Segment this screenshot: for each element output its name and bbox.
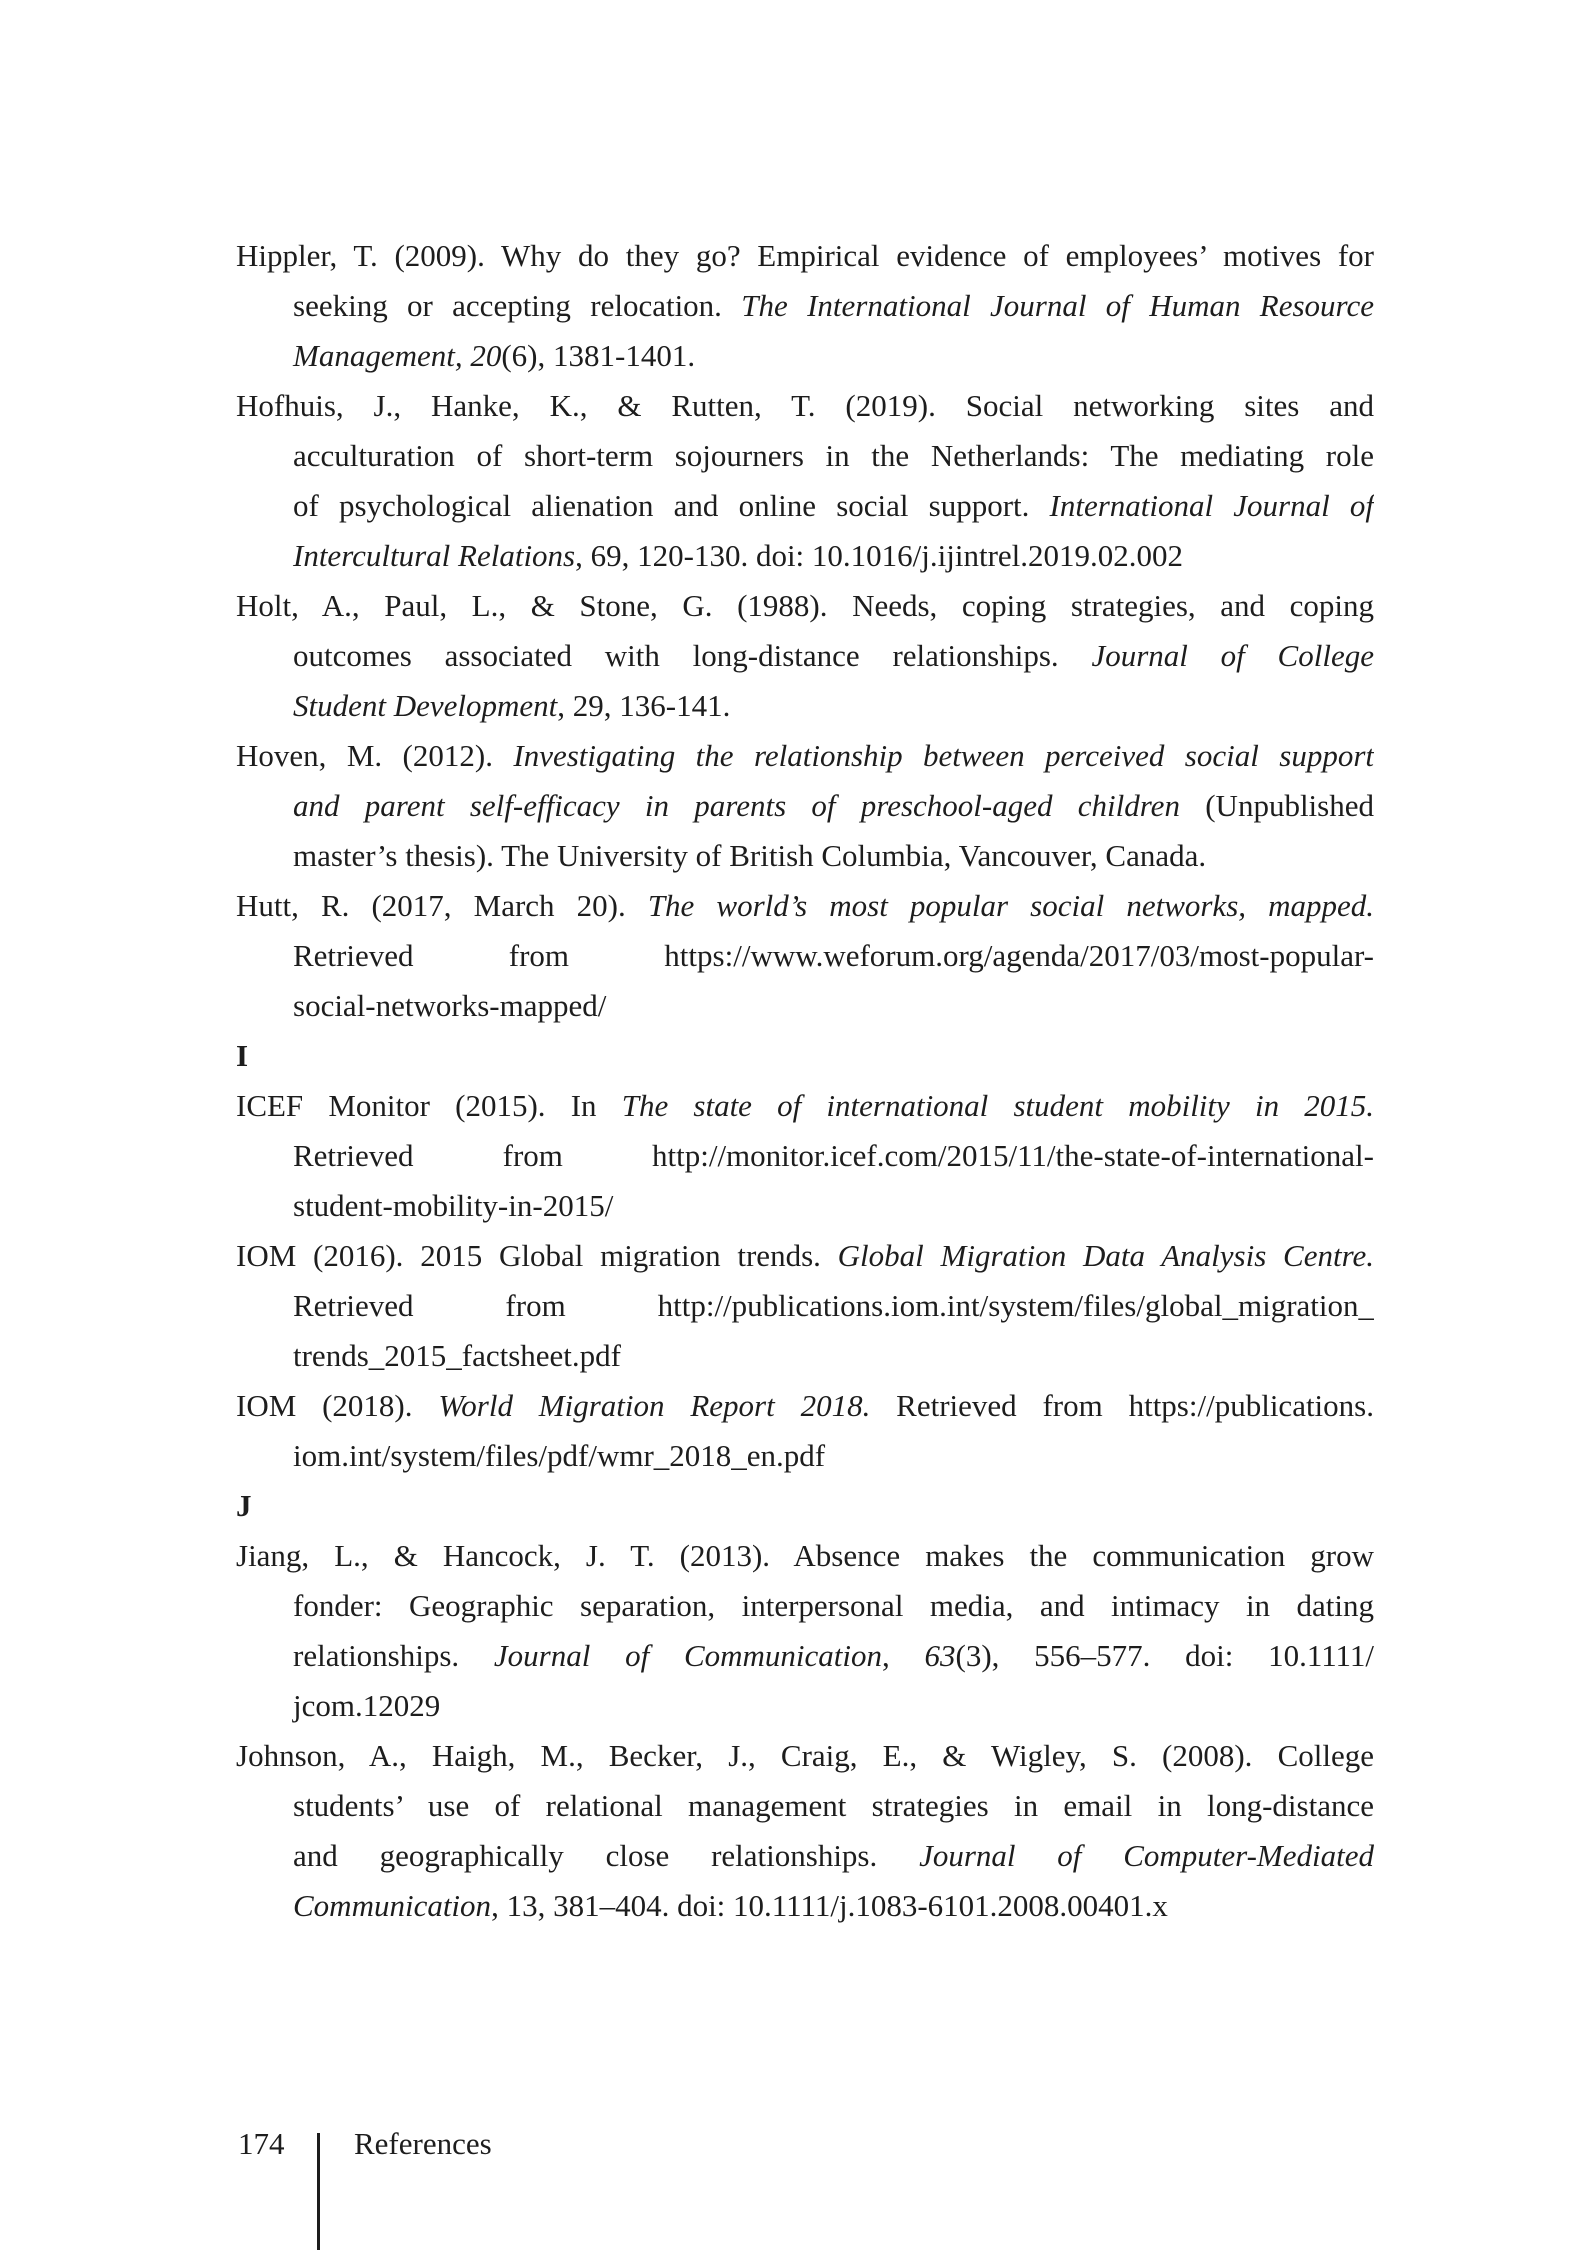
text: Retrieved from https://www.weforum.org/agenda/2017/03/most-popular-: [293, 938, 1374, 973]
reference-line: [236, 1631, 1374, 1681]
running-footer-title: References: [354, 2126, 492, 2161]
text: Retrieved from https://publications.: [870, 1388, 1374, 1423]
italic-text: Investigating the relationship between perceived social support: [513, 738, 1374, 773]
reference-line: [236, 781, 1374, 831]
text: outcomes associated with long-distance relationships.: [293, 638, 1092, 673]
reference-line: [236, 981, 1374, 1031]
text: Retrieved from http://publications.iom.int/system/files/global_migration_: [293, 1288, 1374, 1323]
text: IOM (2016). 2015 Global migration trends.: [236, 1238, 838, 1273]
italic-text: The state of international student mobility in 2015.: [621, 1088, 1374, 1123]
text: (6), 1381-1401.: [501, 338, 696, 373]
reference-line: [236, 881, 1374, 931]
reference-line: [236, 831, 1374, 881]
text: seeking or accepting relocation.: [293, 288, 742, 323]
reference-list: [236, 231, 1374, 1931]
reference-line: [236, 1831, 1374, 1881]
reference-line: [236, 281, 1374, 331]
text: ICEF Monitor (2015). In: [236, 1088, 622, 1123]
reference-entry: [236, 231, 1374, 381]
italic-text: 63: [924, 1638, 956, 1673]
reference-entry: [236, 731, 1374, 881]
reference-line: [236, 681, 1374, 731]
reference-line: [236, 331, 1374, 381]
italic-text: Student Development: [293, 688, 558, 723]
reference-line: [236, 1281, 1374, 1331]
text: students’ use of relational management strategies in email in long-distance: [293, 1788, 1374, 1823]
text: (Unpublished: [1179, 788, 1374, 823]
italic-text: World Migration Report 2018.: [438, 1388, 871, 1423]
text: , 29, 136-141.: [557, 688, 731, 723]
reference-line: [236, 381, 1374, 431]
reference-line: [236, 1731, 1374, 1781]
reference-line: [236, 431, 1374, 481]
italic-text: Journal of College: [1091, 638, 1374, 673]
reference-line: [236, 1881, 1374, 1931]
reference-line: [236, 1581, 1374, 1631]
text: acculturation of short-term sojourners in the Netherlands: The mediating role: [293, 438, 1374, 473]
italic-text: International Journal of: [1049, 488, 1374, 523]
reference-line: [236, 581, 1374, 631]
reference-line: [236, 1781, 1374, 1831]
text: social-networks-mapped/: [293, 988, 607, 1023]
italic-text: The world’s most popular social networks, mapped.: [647, 888, 1374, 923]
italic-text: Journal of Computer-Mediated: [919, 1838, 1374, 1873]
reference-line: [236, 531, 1374, 581]
reference-entry: [236, 581, 1374, 731]
reference-entry: [236, 1731, 1374, 1931]
text: trends_2015_factsheet.pdf: [293, 1338, 621, 1373]
page-number: 174: [238, 2126, 285, 2161]
text: master’s thesis). The University of British Columbia, Vancouver, Canada.: [293, 838, 1207, 873]
reference-line: [236, 481, 1374, 531]
text: jcom.12029: [293, 1688, 441, 1723]
text: iom.int/system/files/pdf/wmr_2018_en.pdf: [293, 1438, 826, 1473]
text: Hofhuis, J., Hanke, K., & Rutten, T. (2019). Social networking sites and: [236, 388, 1374, 423]
reference-entry: [236, 881, 1374, 1031]
reference-entry: [236, 1231, 1374, 1381]
text: Jiang, L., & Hancock, J. T. (2013). Absence makes the communication grow: [236, 1538, 1374, 1573]
italic-text: Intercultural Relations: [293, 538, 576, 573]
text: Hoven, M. (2012).: [236, 738, 514, 773]
italic-text: Journal of Communication: [493, 1638, 882, 1673]
text: Hippler, T. (2009). Why do they go? Empirical evidence of employees’ motives for: [236, 238, 1374, 273]
text: fonder: Geographic separation, interpersonal media, and intimacy in dating: [293, 1588, 1374, 1623]
text: (3), 556–577. doi: 10.1111/: [955, 1638, 1374, 1673]
reference-line: [236, 1531, 1374, 1581]
reference-entry: [236, 381, 1374, 581]
section-letter-heading: J: [236, 1488, 252, 1523]
reference-line: [236, 1131, 1374, 1181]
text: Retrieved from http://monitor.icef.com/2015/11/the-state-of-international-: [293, 1138, 1374, 1173]
reference-line: [236, 231, 1374, 281]
italic-text: Management, 20: [293, 338, 502, 373]
italic-text: Communication: [293, 1888, 492, 1923]
reference-entry: [236, 1081, 1374, 1231]
text: and geographically close relationships.: [293, 1838, 920, 1873]
reference-entry: [236, 1381, 1374, 1481]
reference-line: [236, 1081, 1374, 1131]
text: IOM (2018).: [236, 1388, 439, 1423]
italic-text: and parent self-efficacy in parents of preschool-aged children: [293, 788, 1180, 823]
italic-text: The International Journal of Human Resource: [741, 288, 1374, 323]
text: , 69, 120-130. doi: 10.1016/j.ijintrel.2019.02.002: [575, 538, 1184, 573]
reference-line: [236, 1331, 1374, 1381]
reference-line: [236, 931, 1374, 981]
reference-entry: [236, 1531, 1374, 1731]
reference-line: [236, 731, 1374, 781]
text: of psychological alienation and online social support.: [293, 488, 1050, 523]
reference-line: [236, 1231, 1374, 1281]
footer-divider: [317, 2133, 320, 2250]
reference-line: [236, 1181, 1374, 1231]
reference-line: [236, 1681, 1374, 1731]
section-letter-heading: I: [236, 1038, 249, 1073]
reference-line: [236, 1431, 1374, 1481]
text: Hutt, R. (2017, March 20).: [236, 888, 648, 923]
reference-line: [236, 1381, 1374, 1431]
text: ,: [882, 1638, 925, 1673]
text: , 13, 381–404. doi: 10.1111/j.1083-6101.2008.00401.x: [491, 1888, 1168, 1923]
italic-text: Global Migration Data Analysis Centre.: [837, 1238, 1374, 1273]
text: student-mobility-in-2015/: [293, 1188, 614, 1223]
text: relationships.: [293, 1638, 494, 1673]
reference-line: [236, 631, 1374, 681]
text: Johnson, A., Haigh, M., Becker, J., Craig, E., & Wigley, S. (2008). College: [236, 1738, 1374, 1773]
text: Holt, A., Paul, L., & Stone, G. (1988). Needs, coping strategies, and coping: [236, 588, 1374, 623]
